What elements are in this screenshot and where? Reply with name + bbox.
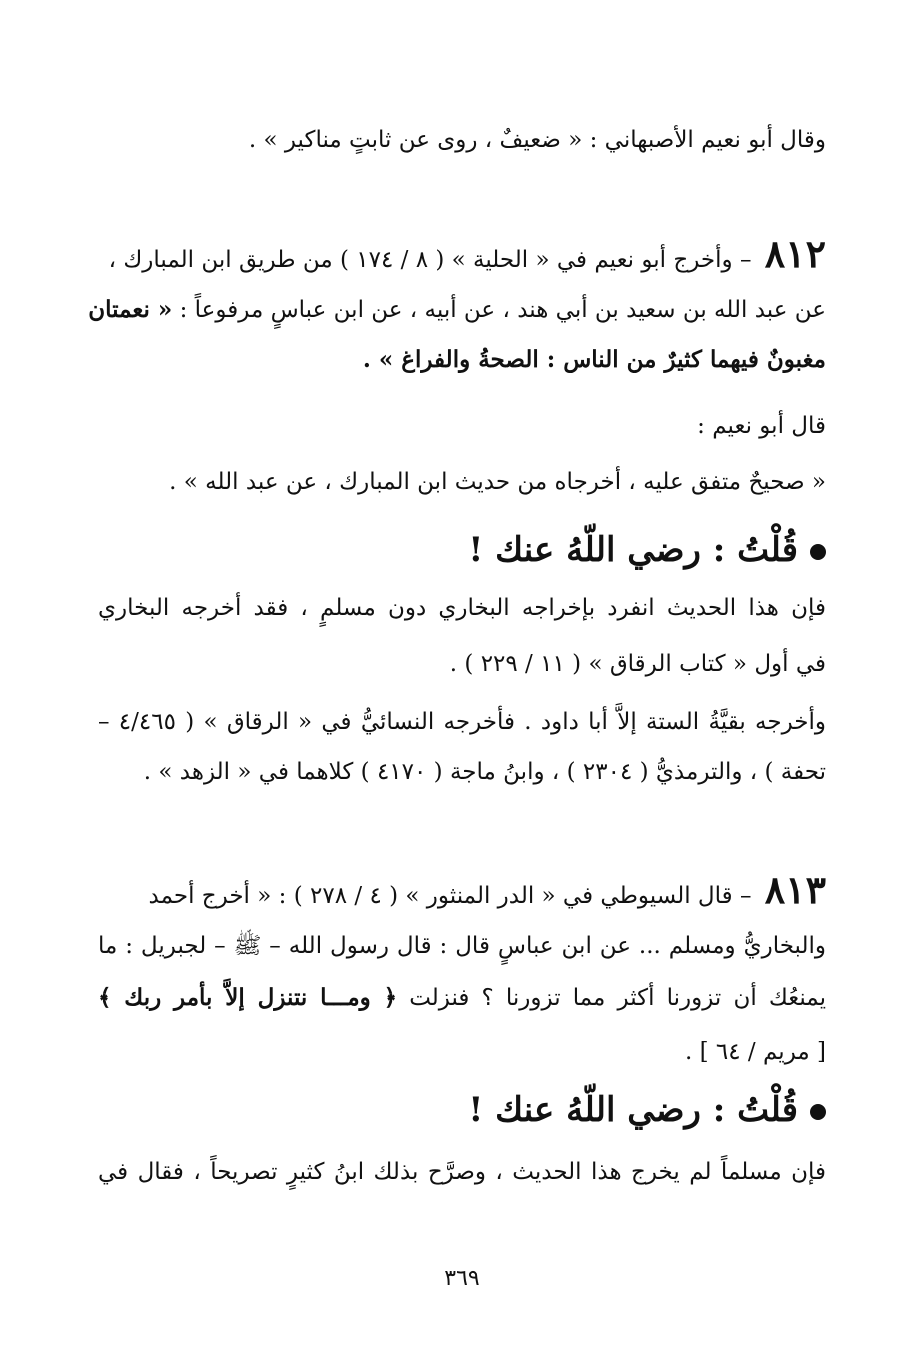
text: فإن مسلماً لم يخرج هذا الحديث ، وصرَّح بذلك ابنُ كثيرٍ تصريحاً ، فقال في [98,1159,826,1185]
text: في أول « كتاب الرقاق » ( ١١ / ٢٢٩ ) . [449,651,826,677]
hadith-813-intro: – قال السيوطي في « الدر المنثور » ( ٤ / ٢٧٨ ) : « أخرج أحمد [148,883,752,909]
hadith-number-813: ٨١٣ [764,867,826,912]
commentary-line-3 [98,706,826,738]
text: « صحيحٌ متفق عليه ، أخرجاه من حديث ابن المبارك ، عن عبد الله » . [169,469,826,495]
hadith-813-heading [98,867,826,912]
hadith-812-intro: – وأخرج أبو نعيم في « الحلية » ( ٨ / ١٧٤ ) من طريق ابن المبارك ، [108,247,752,273]
abu-nuaym-verdict [98,466,826,498]
text: عن عبد الله بن سعيد بن أبي هند ، عن أبيه ، عن ابن عباسٍ مرفوعاً : [172,297,826,323]
commentary-line-1 [98,592,826,624]
qult-text: قُلْتُ : رضي اللّهُ عنك ! [468,530,798,570]
hadith-813-line-3 [98,982,826,1014]
hadith-812-line-2 [88,294,826,326]
abu-nuaym-said [98,410,826,442]
text: يمنعُك أن تزورنا أكثر مما تزورنا ؟ فنزلت [397,985,826,1011]
hadith-812-line-3 [98,344,826,376]
commentary-line-2 [98,648,826,680]
text: [ مريم / ٦٤ ] . [685,1039,826,1065]
text: فإن هذا الحديث انفرد بإخراجه البخاري دون مسلمٍ ، فقد أخرجه البخاري [98,595,826,621]
text: قال أبو نعيم : [697,413,826,439]
qult-heading-2 [98,1088,826,1132]
line-abu-nuaym-quote [98,124,826,156]
qult-text: قُلْتُ : رضي اللّهُ عنك ! [468,1090,798,1130]
text: تحفة ) ، والترمذيُّ ( ٢٣٠٤ ) ، وابنُ ماجة ( ٤١٧٠ ) كلاهما في « الزهد » . [143,759,826,785]
qult-heading-1 [98,528,826,572]
bullet-icon [810,1104,826,1120]
commentary-813-line-1 [98,1156,826,1188]
hadith-813-line-2 [98,930,826,962]
text: وقال أبو نعيم الأصبهاني : « ضعيفٌ ، روى عن ثابتٍ مناكير » . [248,127,826,153]
quran-verse: ﴿ ومـــا نتنزل إلاَّ بأمر ربك ﴾ [98,984,398,1011]
hadith-812-heading [98,231,826,276]
quran-reference [98,1036,826,1068]
hadith-text-bold: مغبونٌ فيهما كثيرٌ من الناس : الصحةُ والفراغ » . [362,346,826,373]
text: والبخاريُّ ومسلم ... عن ابن عباسٍ قال : قال رسول الله – ﷺ – لجبريل : ما [98,933,826,959]
hadith-number-812: ٨١٢ [764,231,826,276]
page-number: ٣٦٩ [444,1266,480,1291]
bullet-icon [810,544,826,560]
text: وأخرجه بقيَّةُ الستة إلاَّ أبا داود . فأخرجه النسائيُّ في « الرقاق » ( ٤/٤٦٥ – [98,709,826,735]
commentary-line-4 [98,756,826,788]
hadith-text-bold: « نعمتان [88,296,173,323]
